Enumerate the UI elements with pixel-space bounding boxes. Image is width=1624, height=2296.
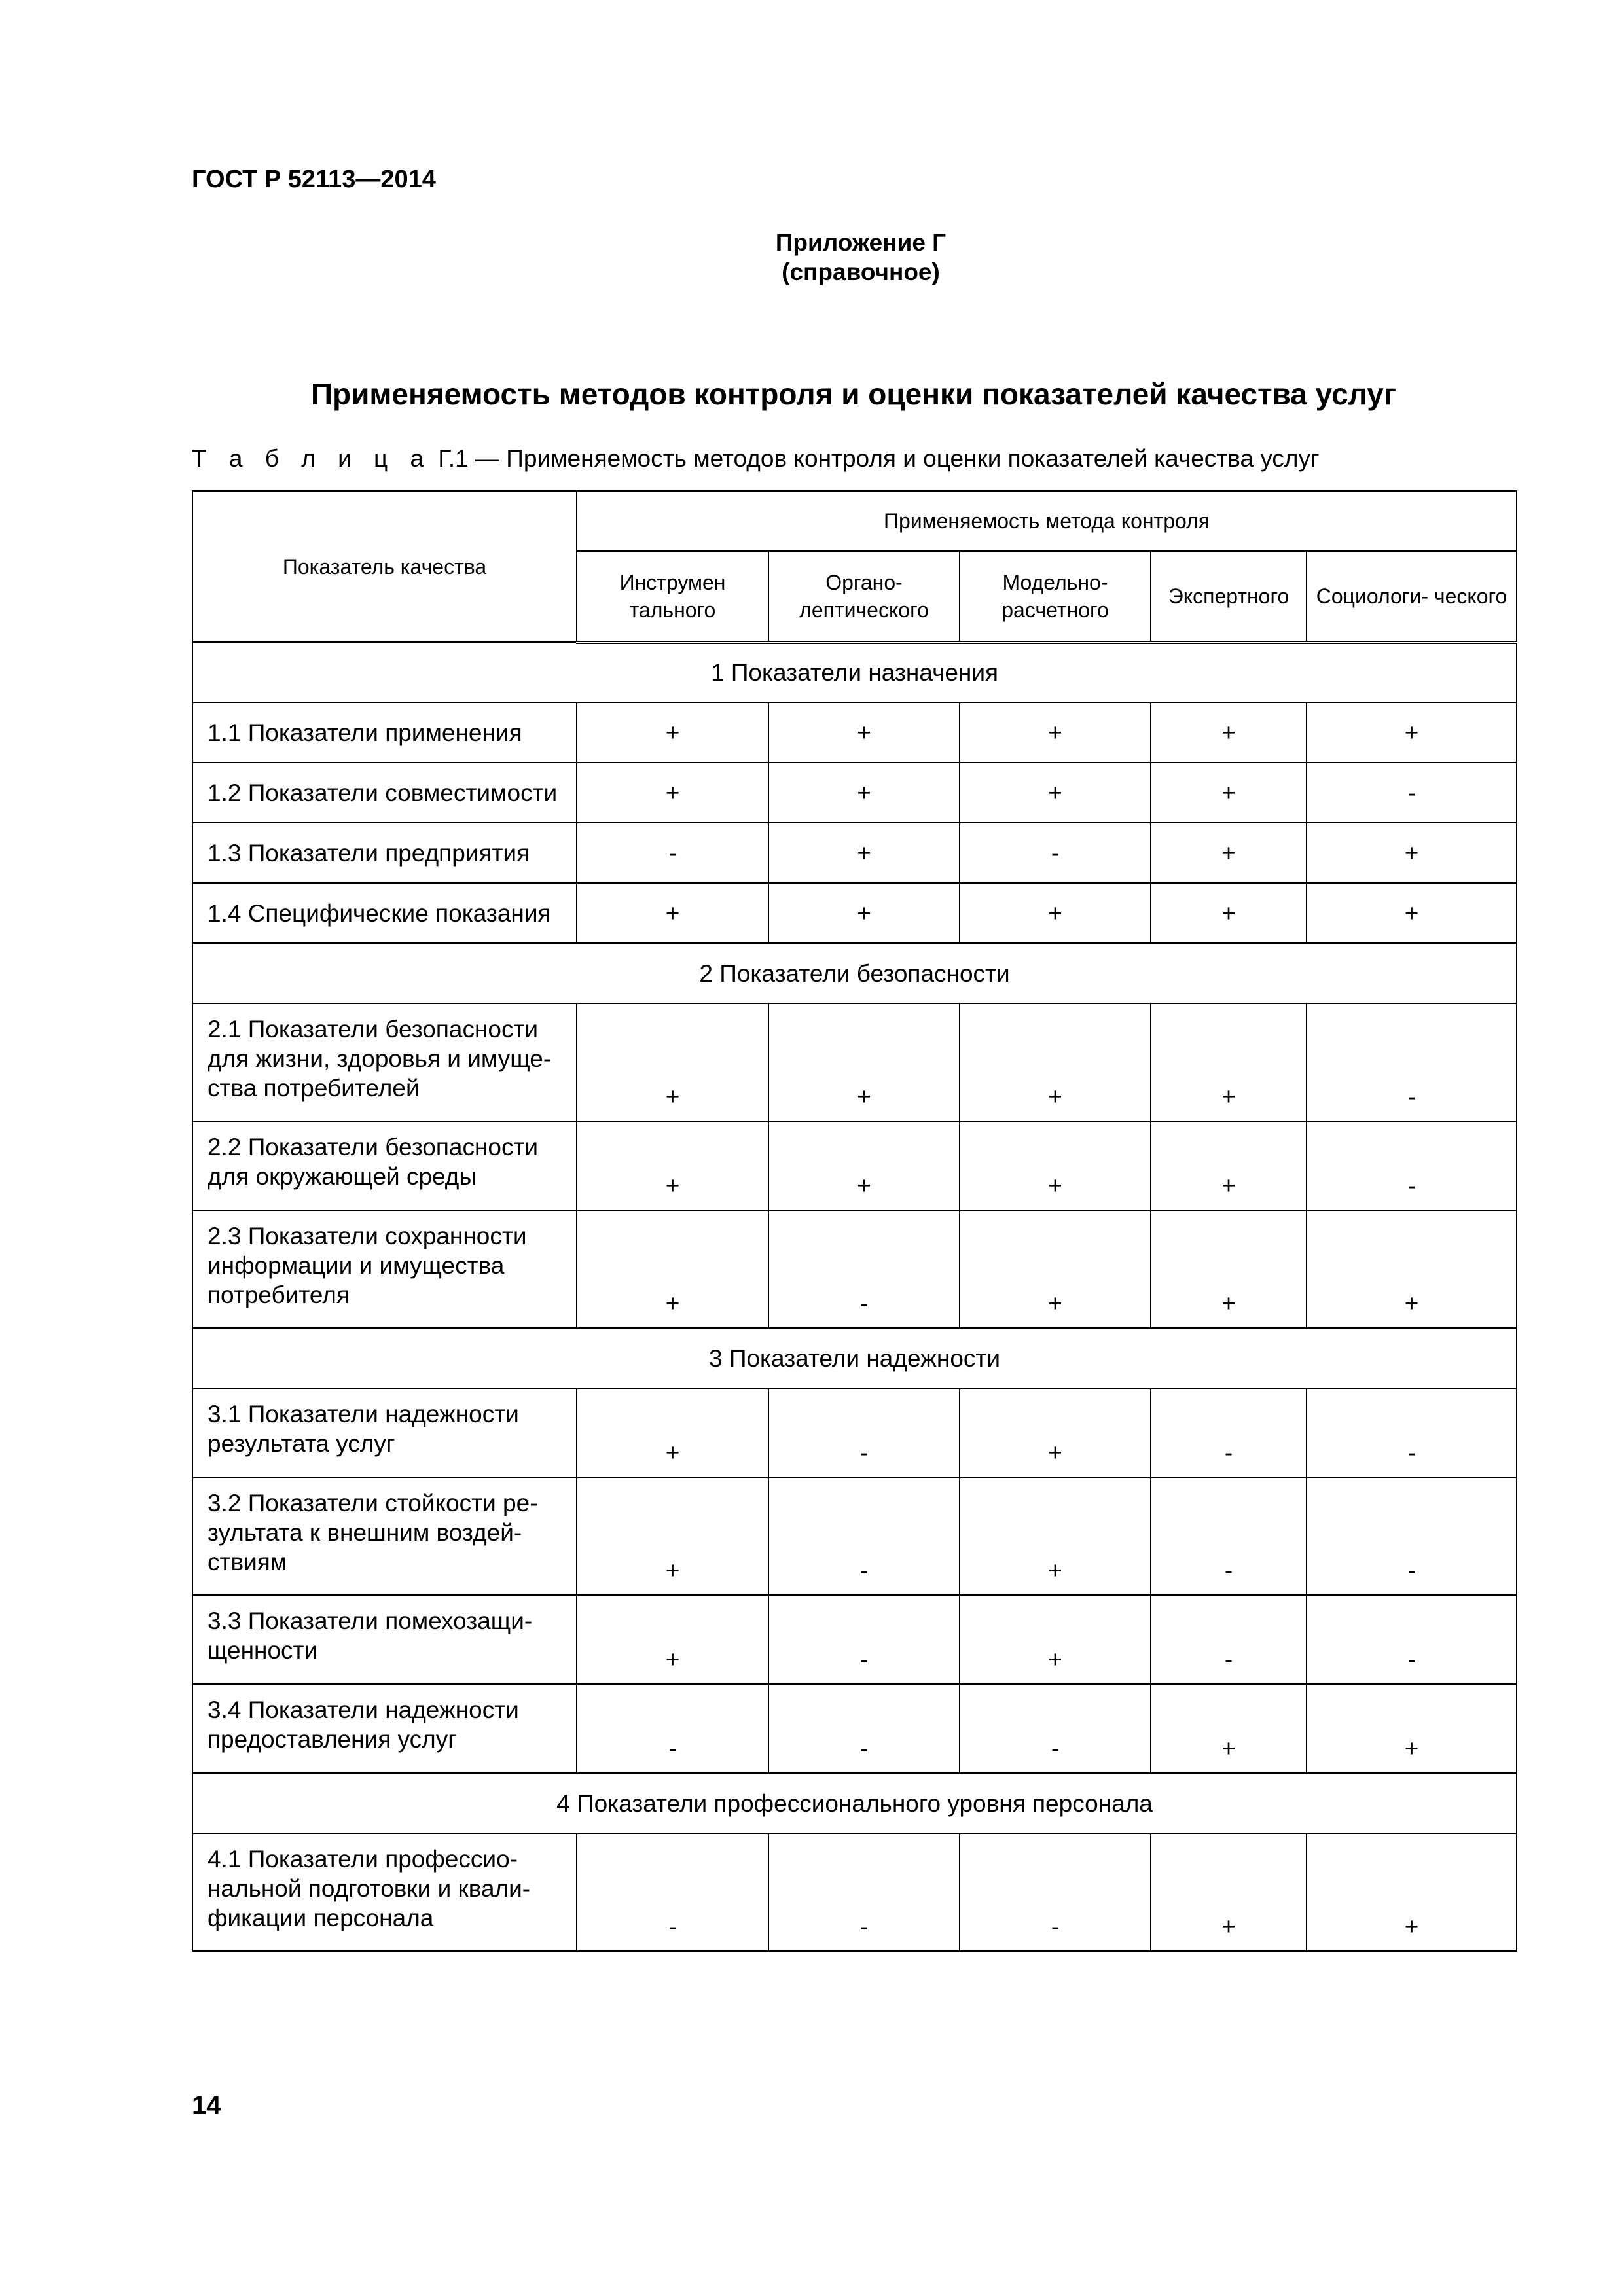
applicability-mark: + (1307, 702, 1517, 762)
table-row (192, 762, 1517, 823)
page-title: Применяемость методов контроля и оценки показателей качества услуг (310, 377, 1397, 411)
indicator-label: 1.4 Специфические показания (192, 883, 577, 943)
section-title: 4 Показатели профессионального уровня персонала (192, 1773, 1517, 1833)
indicator-label: 1.2 Показатели совместимости (192, 762, 577, 823)
applicability-mark: + (960, 762, 1151, 823)
appendix-type: (справочное) (782, 259, 940, 285)
applicability-table (192, 490, 1517, 1952)
applicability-mark: + (1151, 823, 1307, 883)
table-row (192, 823, 1517, 883)
applicability-mark: + (1151, 1003, 1307, 1121)
applicability-mark: + (1307, 883, 1517, 943)
applicability-mark: + (1151, 883, 1307, 943)
header-method-instrumental: Инструмен тального (577, 551, 768, 642)
table-row (192, 1388, 1517, 1477)
header-quality-indicator: Показатель качества (192, 491, 577, 642)
applicability-mark: - (1151, 1388, 1307, 1477)
indicator-label: 2.2 Показатели безопасности для окружающей среды (192, 1121, 577, 1210)
applicability-mark: + (960, 1003, 1151, 1121)
section-title: 2 Показатели безопасности (192, 943, 1517, 1003)
applicability-mark: - (1307, 1003, 1517, 1121)
section-title: 1 Показатели назначения (192, 642, 1517, 702)
applicability-mark: + (960, 883, 1151, 943)
table-row (192, 702, 1517, 762)
indicator-label: 1.1 Показатели применения (192, 702, 577, 762)
page-number: 14 (192, 2091, 221, 2120)
applicability-mark: - (768, 1833, 960, 1951)
indicator-label: 3.3 Показатели помехозащи- щенности (192, 1595, 577, 1684)
applicability-mark: - (1307, 1477, 1517, 1595)
table-row (192, 1003, 1517, 1121)
applicability-mark: + (768, 702, 960, 762)
section-row (192, 642, 1517, 702)
applicability-mark: + (960, 1121, 1151, 1210)
applicability-mark: + (960, 1477, 1151, 1595)
header-method-applicability: Применяемость метода контроля (577, 491, 1517, 551)
applicability-mark: - (768, 1595, 960, 1684)
table-row (192, 1595, 1517, 1684)
applicability-mark: + (768, 762, 960, 823)
applicability-mark: - (960, 1833, 1151, 1951)
table-row (192, 883, 1517, 943)
applicability-mark: + (577, 762, 768, 823)
applicability-mark: + (1151, 1210, 1307, 1328)
applicability-mark: + (577, 1003, 768, 1121)
applicability-mark: - (1307, 1595, 1517, 1684)
header-method-sociological: Социологи- ческого (1307, 551, 1517, 642)
applicability-mark: - (768, 1210, 960, 1328)
table-caption-text: Г.1 — Применяемость методов контроля и оценки показателей качества услуг (431, 445, 1320, 472)
applicability-mark: + (768, 1003, 960, 1121)
table-row (192, 1684, 1517, 1773)
header-method-model-calculation: Модельно- расчетного (960, 551, 1151, 642)
applicability-mark: + (1307, 1684, 1517, 1773)
applicability-mark: + (960, 1595, 1151, 1684)
applicability-mark: - (577, 1684, 768, 1773)
applicability-mark: + (960, 1388, 1151, 1477)
applicability-mark: - (768, 1684, 960, 1773)
applicability-mark: + (577, 1388, 768, 1477)
applicability-mark: + (577, 1477, 768, 1595)
applicability-mark: - (768, 1388, 960, 1477)
table-caption (192, 445, 1320, 473)
indicator-label: 1.3 Показатели предприятия (192, 823, 577, 883)
applicability-mark: + (960, 1210, 1151, 1328)
applicability-mark: + (577, 883, 768, 943)
section-title: 3 Показатели надежности (192, 1328, 1517, 1388)
header-row-top (192, 491, 1517, 551)
indicator-label: 2.3 Показатели сохранности информации и имущества потребителя (192, 1210, 577, 1328)
applicability-mark: + (960, 702, 1151, 762)
applicability-mark: + (1151, 1833, 1307, 1951)
section-row (192, 943, 1517, 1003)
applicability-mark: + (1151, 1684, 1307, 1773)
applicability-mark: + (1151, 1121, 1307, 1210)
appendix-label: Приложение Г (775, 229, 947, 256)
applicability-mark: - (577, 823, 768, 883)
standard-code: ГОСТ Р 52113—2014 (192, 166, 436, 193)
header-method-organoleptic: Органо- лептического (768, 551, 960, 642)
indicator-label: 3.4 Показатели надежности предоставления услуг (192, 1684, 577, 1773)
applicability-mark: + (577, 1595, 768, 1684)
header-method-expert: Экспертного (1151, 551, 1307, 642)
applicability-mark: + (1151, 762, 1307, 823)
applicability-mark: + (1307, 823, 1517, 883)
applicability-mark: + (1307, 1833, 1517, 1951)
applicability-mark: - (1307, 762, 1517, 823)
table-row (192, 1210, 1517, 1328)
indicator-label: 2.1 Показатели безопасности для жизни, здоровья и имуще- ства потребителей (192, 1003, 577, 1121)
applicability-mark: - (768, 1477, 960, 1595)
table-row (192, 1121, 1517, 1210)
table-row (192, 1477, 1517, 1595)
indicator-label: 3.2 Показатели стойкости ре- зультата к внешним воздей- ствиям (192, 1477, 577, 1595)
applicability-mark: - (960, 823, 1151, 883)
applicability-mark: - (1307, 1388, 1517, 1477)
applicability-mark: - (1151, 1595, 1307, 1684)
applicability-mark: + (768, 823, 960, 883)
applicability-mark: + (768, 883, 960, 943)
applicability-mark: + (768, 1121, 960, 1210)
indicator-label: 4.1 Показатели профессио- нальной подготовки и квали- фикации персонала (192, 1833, 577, 1951)
applicability-mark: + (577, 702, 768, 762)
table-row (192, 1833, 1517, 1951)
applicability-mark: + (577, 1121, 768, 1210)
appendix-heading (655, 228, 1067, 287)
table-caption-prefix: Т а б л и ц а (192, 445, 432, 472)
indicator-label: 3.1 Показатели надежности результата услуг (192, 1388, 577, 1477)
section-row (192, 1773, 1517, 1833)
applicability-mark: - (577, 1833, 768, 1951)
applicability-mark: - (1307, 1121, 1517, 1210)
applicability-mark: + (1307, 1210, 1517, 1328)
section-row (192, 1328, 1517, 1388)
applicability-mark: + (1151, 702, 1307, 762)
applicability-mark: - (960, 1684, 1151, 1773)
applicability-mark: + (577, 1210, 768, 1328)
applicability-mark: - (1151, 1477, 1307, 1595)
